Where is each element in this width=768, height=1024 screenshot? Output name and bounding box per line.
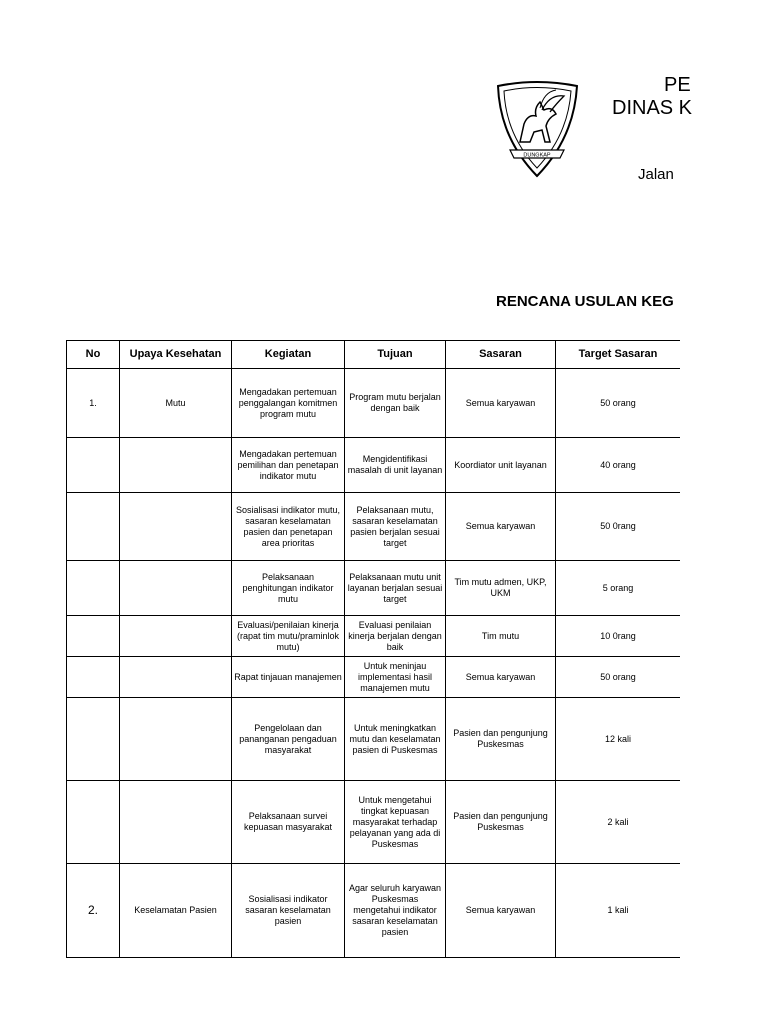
cell-upaya (120, 657, 232, 698)
table-row (67, 657, 681, 698)
cell-target: 50 orang (556, 369, 681, 438)
cell-tujuan: Untuk meninjau implementasi hasil manajemen mutu (345, 657, 446, 698)
table-row (67, 698, 681, 781)
cell-target: 5 orang (556, 561, 681, 616)
header-line-2: DINAS K (612, 97, 693, 119)
col-header-no: No (67, 341, 120, 369)
col-header-tujuan: Tujuan (345, 341, 446, 369)
cell-sasaran: Pasien dan pengunjung Puskesmas (446, 698, 556, 781)
cell-tujuan: Evaluasi penilaian kinerja berjalan dengan baik (345, 616, 446, 657)
table-header-row (67, 341, 681, 369)
cell-kegiatan: Mengadakan pertemuan pemilihan dan penetapan indikator mutu (232, 438, 345, 493)
cell-kegiatan: Sosialisasi indikator sasaran keselamatan pasien (232, 864, 345, 958)
plan-table-wrapper (66, 340, 680, 958)
cell-target: 1 kali (556, 864, 681, 958)
header-line-1: PE (664, 74, 691, 96)
cell-tujuan: Mengidentifikasi masalah di unit layanan (345, 438, 446, 493)
table-row (67, 438, 681, 493)
cell-tujuan: Pelaksanaan mutu unit layanan berjalan sesuai target (345, 561, 446, 616)
cell-no: 2. (67, 864, 120, 958)
cell-upaya (120, 493, 232, 561)
cell-sasaran: Tim mutu admen, UKP, UKM (446, 561, 556, 616)
cell-tujuan: Untuk meningkatkan mutu dan keselamatan pasien di Puskesmas (345, 698, 446, 781)
cell-upaya (120, 698, 232, 781)
table-row (67, 369, 681, 438)
header-address: Jalan (638, 166, 674, 183)
cell-no (67, 561, 120, 616)
cell-kegiatan: Mengadakan pertemuan penggalangan komitmen program mutu (232, 369, 345, 438)
cell-sasaran: Semua karyawan (446, 493, 556, 561)
table-row (67, 561, 681, 616)
table-row (67, 864, 681, 958)
cell-upaya (120, 561, 232, 616)
cell-tujuan: Untuk mengetahui tingkat kepuasan masyarakat terhadap pelayanan yang ada di Puskesmas (345, 781, 446, 864)
col-header-sasaran: Sasaran (446, 341, 556, 369)
cell-upaya: Keselamatan Pasien (120, 864, 232, 958)
cell-tujuan: Pelaksanaan mutu, sasaran keselamatan pasien berjalan sesuai target (345, 493, 446, 561)
table-row (67, 493, 681, 561)
table-row (67, 781, 681, 864)
cell-no (67, 493, 120, 561)
cell-kegiatan: Pelaksanaan survei kepuasan masyarakat (232, 781, 345, 864)
cell-target: 2 kali (556, 781, 681, 864)
cell-sasaran: Pasien dan pengunjung Puskesmas (446, 781, 556, 864)
cell-sasaran: Tim mutu (446, 616, 556, 657)
cell-upaya (120, 616, 232, 657)
cell-kegiatan: Pelaksanaan penghitungan indikator mutu (232, 561, 345, 616)
cell-upaya (120, 781, 232, 864)
cell-sasaran: Koordiator unit layanan (446, 438, 556, 493)
cell-sasaran: Semua karyawan (446, 864, 556, 958)
cell-kegiatan: Sosialisasi indikator mutu, sasaran keselamatan pasien dan penetapan area prioritas (232, 493, 345, 561)
col-header-upaya: Upaya Kesehatan (120, 341, 232, 369)
document-title: RENCANA USULAN KEG (496, 293, 674, 310)
col-header-target: Target Sasaran (556, 341, 681, 369)
cell-no (67, 438, 120, 493)
cell-kegiatan: Evaluasi/penilaian kinerja (rapat tim mutu/praminlok mutu) (232, 616, 345, 657)
logo-banner-text: DUNGKAP (523, 152, 551, 159)
cell-target: 50 0rang (556, 493, 681, 561)
cell-target: 10 0rang (556, 616, 681, 657)
cell-sasaran: Semua karyawan (446, 369, 556, 438)
cell-target: 40 orang (556, 438, 681, 493)
cell-upaya: Mutu (120, 369, 232, 438)
regency-crest-logo (490, 80, 585, 180)
cell-no (67, 657, 120, 698)
col-header-kegiatan: Kegiatan (232, 341, 345, 369)
cell-no (67, 616, 120, 657)
cell-no (67, 781, 120, 864)
cell-kegiatan: Rapat tinjauan manajemen (232, 657, 345, 698)
cell-upaya (120, 438, 232, 493)
table-row (67, 616, 681, 657)
cell-sasaran: Semua karyawan (446, 657, 556, 698)
cell-kegiatan: Pengelolaan dan pananganan pengaduan masyarakat (232, 698, 345, 781)
cell-tujuan: Program mutu berjalan dengan baik (345, 369, 446, 438)
cell-no: 1. (67, 369, 120, 438)
cell-target: 50 orang (556, 657, 681, 698)
cell-no (67, 698, 120, 781)
cell-target: 12 kali (556, 698, 681, 781)
plan-table (66, 340, 680, 958)
cell-tujuan: Agar seluruh karyawan Puskesmas mengetahui indikator sasaran keselamatan pasien (345, 864, 446, 958)
